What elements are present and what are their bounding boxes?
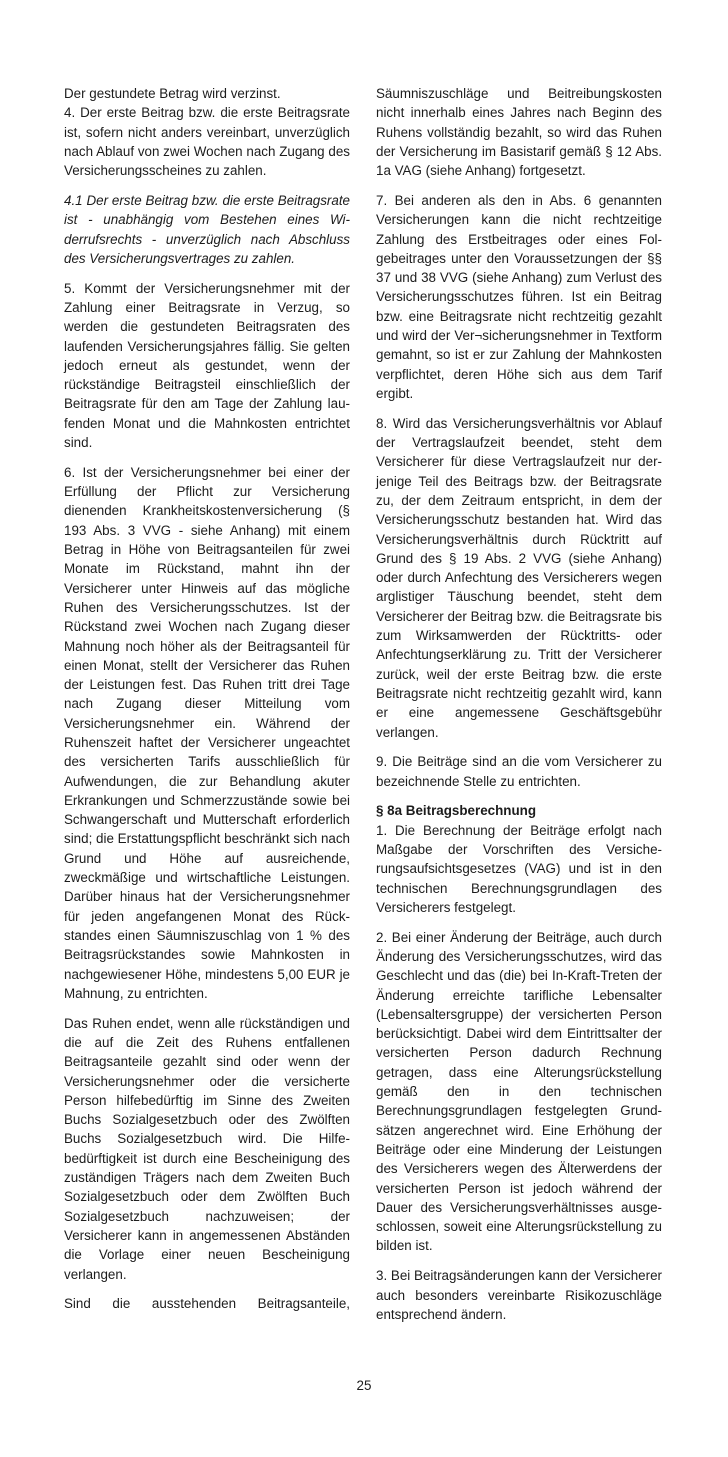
- paragraph: 3. Bei Beitragsänderungen kann der Versicherer auch besonders vereinbarte Risikozuschläge entsprechend ändern.: [376, 1268, 662, 1322]
- right-column: [376, 84, 662, 1324]
- paragraph: 9. Die Beiträge sind an die vom Versicherer zu bezeichnende Stelle zu entrichten.: [376, 754, 662, 789]
- paragraph: 4. Der erste Beitrag bzw. die erste Beitragsrate ist, sofern nicht anders vereinbart, unverzüglich nach Ablauf von zwei Wochen nach Zugang des Versicherungsscheines zu zahlen.: [64, 105, 350, 179]
- paragraph: 5. Kommt der Versicherungsnehmer mit der Zahlung einer Beitragsrate in Verzug, so werden die gestundeten Beitragsraten des laufenden Versicherungsjahres fällig. Sie gelten jedoch erneut als gestundet, wenn der rückständige Beitragsteil einschließlich der Beitragsrate für den am Tage der Zahlung laufenden Monat und die Mahnkosten entrichtet sind.: [64, 280, 350, 451]
- paragraph: Sind die ausstehenden Beitragsanteile,: [64, 1296, 350, 1312]
- paragraph: Der gestundete Betrag wird verzinst.: [64, 86, 281, 101]
- paragraph: 8. Wird das Versicherungsverhältnis vor Ablauf der Vertragslaufzeit beendet, steht dem Versicherer für diese Vertragslaufzeit nur derjenige Teil des Beitrags bzw. der Beitragsrate zu, der dem Zeitraum entspricht, in dem der Versicherungsschutz bestanden hat. Wird das Versicherungsverhältnis durch Rücktritt auf Grund des § 19 Abs. 2 VVG (siehe Anhang) oder durch Anfechtung des Versicherers wegen arglistiger Täuschung beendet, steht dem Versicherer der Beitrag bzw. die Beitragsrate bis zum Wirksamwerden der Rücktritts- oder Anfechtungserklärung zu. Tritt der Versicherer zurück, weil der erste Beitrag bzw. die erste Beitragsrate nicht rechtzeitig gezahlt wird, kann er eine angemessene Geschäftsgebühr verlangen.: [376, 415, 662, 740]
- paragraph: 1. Die Berechnung der Beiträge erfolgt nach Maßgabe der Vorschriften des Versicherungsaufsichtsgesetzes (VAG) und ist in den technischen Berechnungsgrundlagen des Versicherers festgelegt.: [376, 822, 662, 915]
- paragraph: Säumniszuschläge und Beitreibungskosten nicht innerhalb eines Jahres nach Beginn des Ruhens vollständig bezahlt, so wird das Ruhen der Versicherung im Basistarif gemäß § 12 Abs. 1a VAG (siehe Anhang) fortgesetzt.: [376, 86, 662, 179]
- paragraph-italic: 4.1 Der erste Beitrag bzw. die erste Beitragsrate ist - unabhängig vom Bestehen eines Widerrufsrechts - unverzüglich nach Abschluss des Versicherungsvertrages zu zahlen.: [64, 192, 350, 266]
- paragraph: 2. Bei einer Änderung der Beiträge, auch durch Änderung des Versicherungsschutzes, wird das Geschlecht und das (die) bei In-Kraft-Treten der Änderung erreichte tarifliche Lebensalter (Lebensaltersgruppe) der versicherten Person berücksichtigt. Dabei wird dem Eintrittsalter der versicherten Person dadurch Rechnung getragen, dass eine Alterungsrückstellung gemäß den in den technischen Berechnungsgrundlagen festgelegten Grundsätzen angerechnet wird. Eine Erhöhung der Beiträge oder eine Minderung der Leistungen des Versicherers wegen des Älterwerdens der versicherten Person ist jedoch während der Dauer des Versicherungsverhältnisses ausgeschlossen, soweit eine Alterungsrückstellung zu bilden ist.: [376, 929, 662, 1254]
- paragraph: Das Ruhen endet, wenn alle rückständigen und die auf die Zeit des Ruhens entfallenen Beitragsanteile gezahlt sind oder wenn der Versicherungsnehmer oder die versicherte Person hilfebedürftig im Sinne des Zweiten Buchs Sozialgesetzbuch oder des Zwölften Buchs Sozialgesetzbuch wird. Die Hilfebedürftigkeit ist durch eine Bescheinigung des zuständigen Trägers nach dem Zweiten Buch Sozialgesetzbuch oder dem Zwölften Buch Sozialgesetzbuch nachzuweisen; der Versicherer kann in angemessenen Abständen die Vorlage einer neuen Bescheinigung verlangen.: [64, 1015, 350, 1282]
- paragraph: 7. Bei anderen als den in Abs. 6 genannten Versicherungen kann die nicht rechtzeitige Zahlung des Erstbeitrages oder eines Folgebeitrages unter den Voraussetzungen der §§ 37 und 38 VVG (siehe Anhang) zum Verlust des Versicherungsschutzes führen. Ist ein Beitrag bzw. eine Beitragsrate nicht rechtzeitig gezahlt und wird der Ver¬sicherungsnehmer in Textform gemahnt, so ist er zur Zahlung der Mahnkosten verpflichtet, deren Höhe sich aus dem Tarif ergibt.: [376, 192, 662, 401]
- section-heading-block: [376, 801, 662, 820]
- paragraph: 6. Ist der Versicherungsnehmer bei einer der Erfüllung der Pflicht zur Versicherung dienenden Krankheitskostenversicherung (§ 193 Abs. 3 VVG - siehe Anhang) mit einem Betrag in Höhe von Beitragsanteilen für zwei Monate im Rückstand, mahnt ihn der Versicherer unter Hinweis auf das mögliche Ruhen des Versicherungsschutzes. Ist der Rückstand zwei Wochen nach Zugang dieser Mahnung noch höher als der Beitragsanteil für einen Monat, stellt der Versicherer das Ruhen der Leistungen fest. Das Ruhen tritt drei Tage nach Zugang dieser Mitteilung vom Versicherungsnehmer ein. Während der Ruhenszeit haftet der Versicherer ungeachtet des versicherten Tarifs ausschließlich für Aufwendungen, die zur Behandlung akuter Erkrankungen und Schmerzzustände sowie bei Schwangerschaft und Mutterschaft erforderlich sind; die Erstattungspflicht beschränkt sich nach Grund und Höhe auf ausreichende, zweckmäßige und wirtschaftliche Leistungen. Darüber hinaus hat der Versicherungsnehmer für jeden angefangenen Monat des Rückstandes einen Säumniszuschlag von 1 % des Beitragsrückstandes sowie Mahnkosten in nachgewiesener Höhe, mindestens 5,00 EUR je Mahnung, zu entrichten.: [64, 464, 350, 1001]
- page-number: 25: [356, 1378, 372, 1393]
- section-heading: § 8a Beitragsberechnung: [376, 803, 536, 819]
- left-column: [64, 84, 350, 1314]
